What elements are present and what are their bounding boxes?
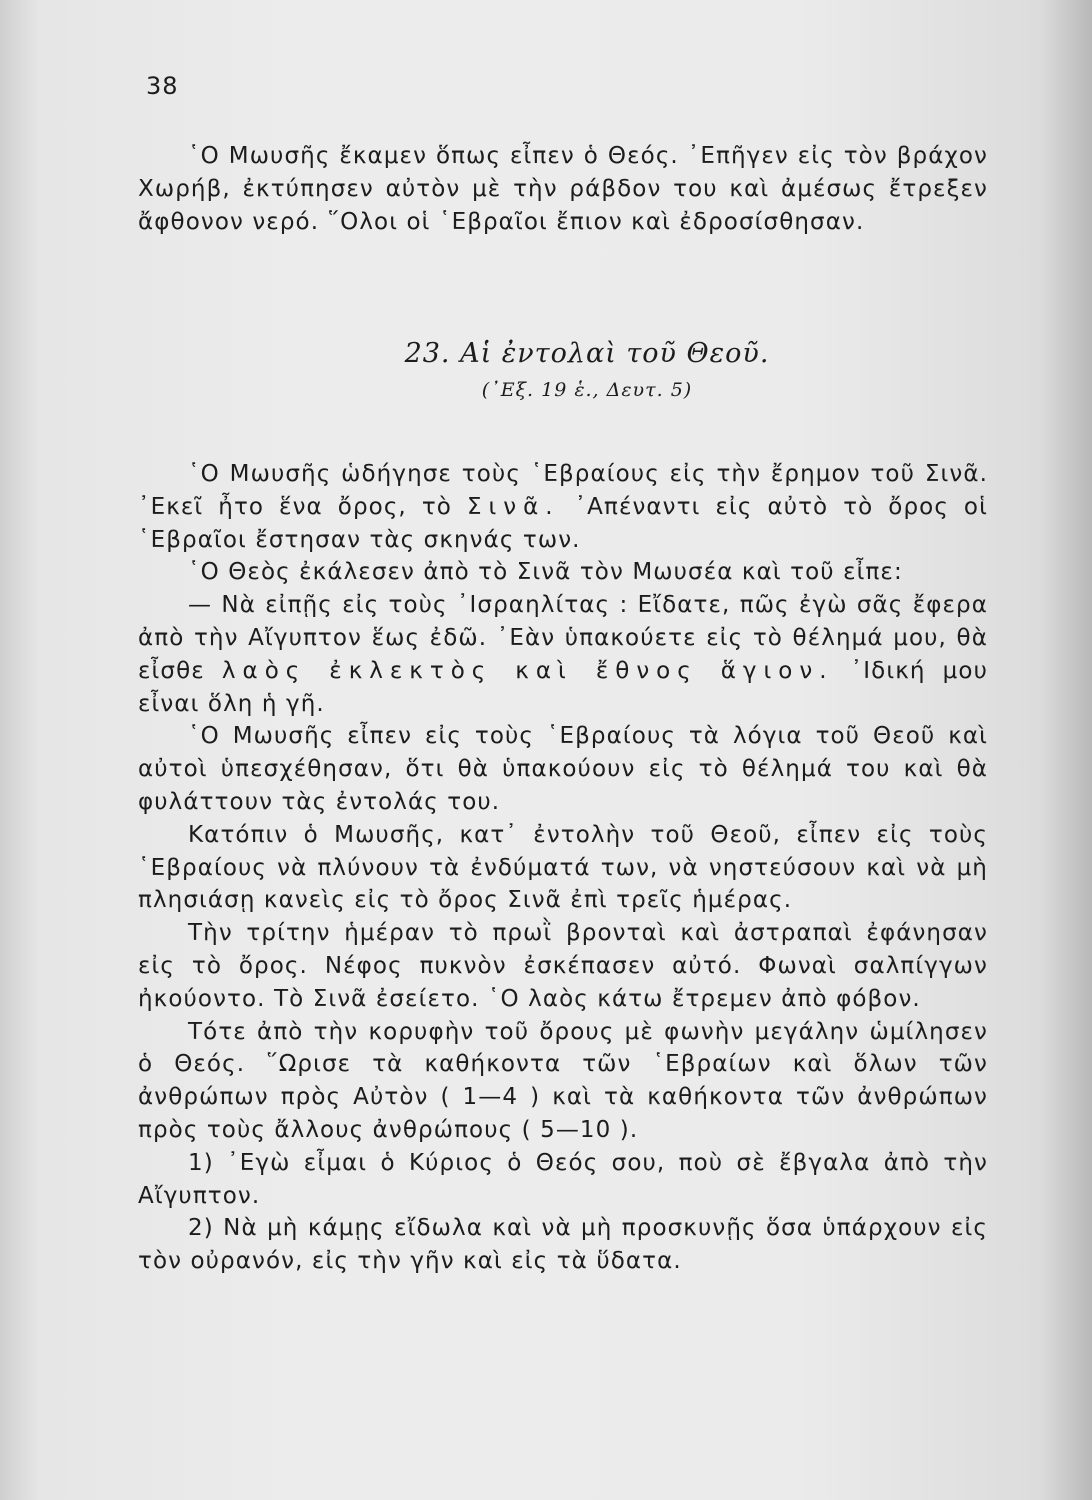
intro-text [138,140,988,238]
paragraph-4: ῾Ο Μωυσῆς εἶπεν εἰς τοὺς ῾Εβραίους τὰ λόγια τοῦ Θεοῦ καὶ αὐτοὶ ὑπεσχέθησαν, ὅτι θὰ ὑπακούουν εἰς τὸ θέλημά του καὶ θὰ φυλάττουν τὰς ἐντολάς του. [138,723,988,815]
paragraph-2: ῾Ο Θεὸς ἐκάλεσεν ἀπὸ τὸ Σινᾶ τὸν Μωυσέα καὶ τοῦ εἶπε: [188,559,903,586]
intro-paragraph: ῾Ο Μωυσῆς ἔκαμεν ὅπως εἶπεν ὁ Θεός. ᾿Επῆγεν εἰς τὸν βράχον Χωρήβ, ἐκτύπησεν αὐτὸν μὲ τὴν ράβδον του καὶ ἀμέσως ἔτρεξεν ἄφθονον νερό. ῞Ολοι οἱ ῾Εβραῖοι ἔπιον καὶ ἐδροσίσθησαν. [138,143,988,235]
paragraph-3-end: ᾿Ιδική μου εἶναι ὅλη ἡ γῆ. [138,657,988,717]
paragraph-1 [138,458,988,556]
commandment-2: 2) Νὰ μὴ κάμῃς εἴδωλα καὶ νὰ μὴ προσκυνῇς ὅσα ὑπάρχουν εἰς τὸν οὐρανόν, εἰς τὴν γῆν καὶ εἰς τὰ ὕδατα. [138,1215,988,1275]
body-text [138,458,988,1278]
paragraph-1-end: ᾿Απέναντι εἰς αὐτὸ τὸ ὄρος οἱ ῾Εβραῖοι ἔστησαν τὰς σκηνάς των. [138,493,988,553]
paragraph-7: Τότε ἀπὸ τὴν κορυφὴν τοῦ ὄρους μὲ φωνὴν μεγάλην ὡμίλησεν ὁ Θεός. ῞Ωρισε τὰ καθήκοντα τῶν ῾Εβραίων καὶ ὅλων τῶν ἀνθρώπων πρὸς Αὐτὸν ( 1—4 ) καὶ τὰ καθήκοντα τῶν ἀνθρώπων πρὸς τοὺς ἄλλους ἀνθρώπους ( 5—10 ). [138,1018,988,1143]
section-title: 23. Αἱ ἐντολαὶ τοῦ Θεοῦ. [404,338,770,369]
paragraph-3-start: — Νὰ εἰπῇς εἰς τοὺς ᾿Ισραηλίτας : Εἴδατε, πῶς ἐγὼ σᾶς ἔφερα ἀπὸ τὴν Αἴγυπτον ἕως ἐδῶ. ᾿Εὰν ὑπακούετε εἰς τὸ θέλημά μου, θὰ εἶσθε [138,592,988,684]
section-heading [0,338,1092,401]
emphasized-sina: Σινᾶ. [466,493,560,520]
paragraph-6: Τὴν τρίτην ἡμέραν τὸ πρωῒ βρονταὶ καὶ ἀστραπαὶ ἐφάνησαν εἰς τὸ ὄρος. Νέφος πυκνὸν ἐσκέπασεν αὐτό. Φωναὶ σαλπίγγων ἠκούοντο. Τὸ Σινᾶ ἐσείετο. ῾Ο λαὸς κάτω ἔτρεμεν ἀπὸ φόβον. [138,920,988,1012]
commandment-1: 1) ᾿Εγὼ εἶμαι ὁ Κύριος ὁ Θεός σου, ποὺ σὲ ἔβγαλα ἀπὸ τὴν Αἴγυπτον. [138,1149,988,1209]
paragraph-1-start: ῾Ο Μωυσῆς ὡδήγησε τοὺς ῾Εβραίους εἰς τὴν ἔρημον τοῦ Σινᾶ. ᾿Εκεῖ ἦτο ἕνα ὄρος, τὸ [138,461,988,520]
paragraph-3 [138,589,988,720]
page-number: 38 [146,72,179,100]
paragraph-5: Κατόπιν ὁ Μωυσῆς, κατ᾿ ἐντολὴν τοῦ Θεοῦ, εἶπεν εἰς τοὺς ῾Εβραίους νὰ πλύνουν τὰ ἐνδύματά των, νὰ νηστεύσουν καὶ νὰ μὴ πλησιάσῃ κανεὶς εἰς τὸ ὄρος Σινᾶ ἐπὶ τρεῖς ἡμέρας. [138,821,988,914]
emphasized-chosen-people: λαὸς ἐκλεκτὸς καὶ ἔθνος ἅγιον. [221,657,834,684]
section-reference: (᾿Εξ. 19 ἑ., Δευτ. 5) [481,379,693,401]
